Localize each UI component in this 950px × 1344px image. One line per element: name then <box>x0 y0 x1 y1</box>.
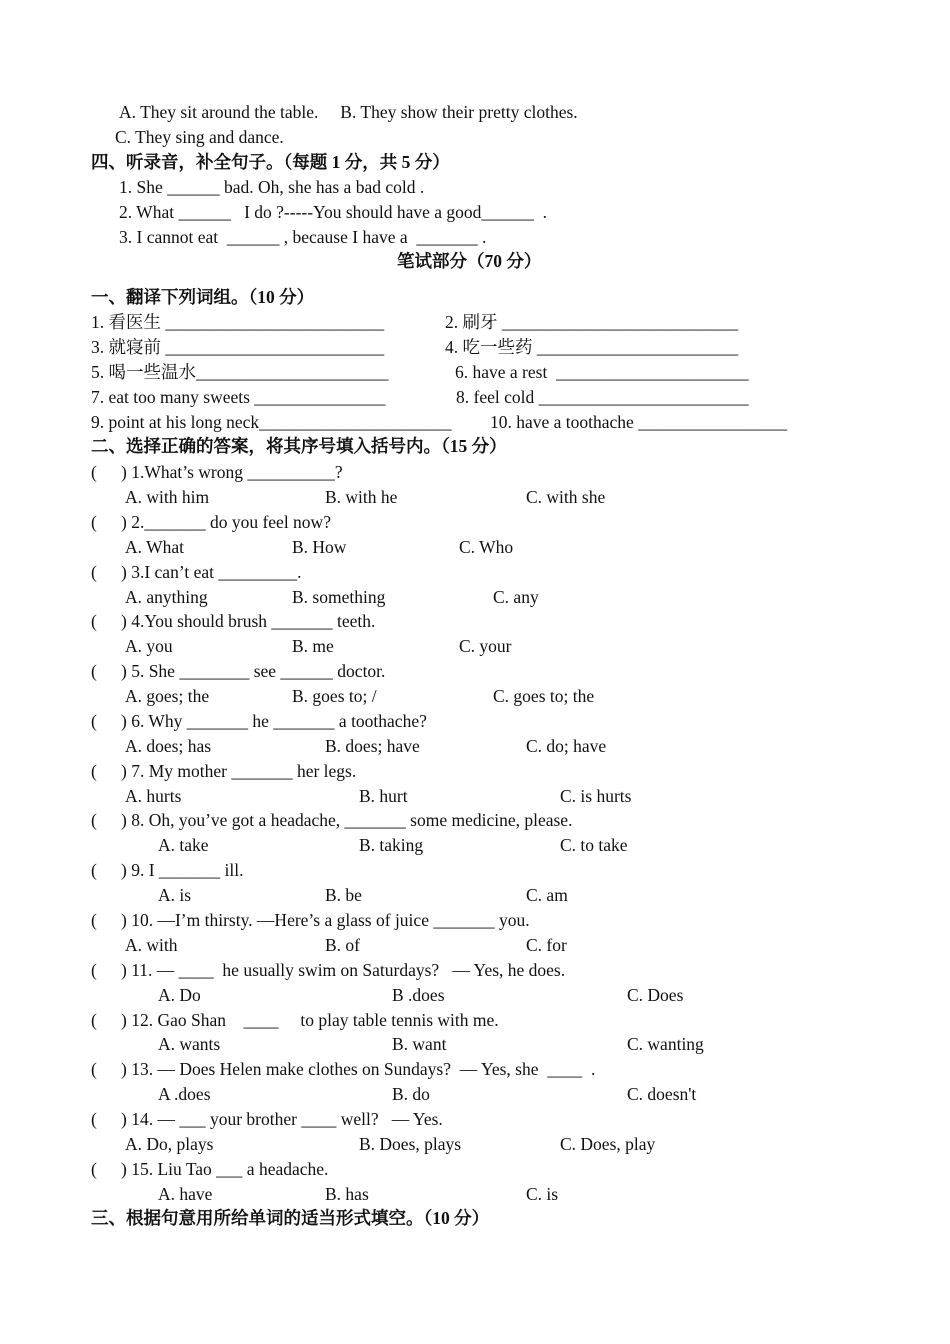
section4-item: 3. I cannot eat ______ , because I have a _______ . <box>119 227 487 247</box>
option-b: B. be <box>325 885 362 905</box>
option-b: B. goes to; / <box>292 686 377 706</box>
option-c: C. is hurts <box>560 786 632 806</box>
option-b: B. do <box>392 1084 430 1104</box>
section4-heading: 四、听录音，补全句子。（每题 1 分，共 5 分） <box>91 152 450 172</box>
option-c: C. goes to; the <box>493 686 595 706</box>
section2-heading: 二、选择正确的答案，将其序号填入括号内。（15 分） <box>91 436 507 456</box>
question-stem: ) 10. —I’m thirsty. —Here’s a glass of juice _______ you. <box>121 910 530 930</box>
question-stem: ) 8. Oh, you’ve got a headache, _______ some medicine, please. <box>121 810 573 830</box>
option-c: C. doesn't <box>627 1084 697 1104</box>
question-stem: ) 9. I _______ ill. <box>121 860 244 880</box>
option-c: C. do; have <box>526 736 607 756</box>
answer-bracket: ( <box>91 661 97 681</box>
option-a: A. anything <box>125 587 208 607</box>
question-stem: ) 15. Liu Tao ___ a headache. <box>121 1159 329 1179</box>
section1-heading: 一、翻译下列词组。（10 分） <box>91 287 315 307</box>
listening-options-line-2: C. They sing and dance. <box>115 127 284 147</box>
option-a: A. with him <box>125 487 210 507</box>
answer-bracket: ( <box>91 761 97 781</box>
question-stem: ) 11. — ____ he usually swim on Saturdays? — Yes, he does. <box>121 960 566 980</box>
option-c: C. any <box>493 587 539 607</box>
option-a: A. does; has <box>125 736 212 756</box>
option-a: A. Do <box>158 985 201 1005</box>
section4-item: 1. She ______ bad. Oh, she has a bad cold . <box>119 177 425 197</box>
option-a: A. wants <box>158 1034 221 1054</box>
translate-item: 3. 就寝前 _________________________ <box>91 337 385 357</box>
option-b: B. has <box>325 1184 369 1204</box>
option-c: C. for <box>526 935 567 955</box>
section3-heading: 三、根据句意用所给单词的适当形式填空。（10 分） <box>91 1208 490 1228</box>
translate-item: 5. 喝一些温水______________________ <box>91 362 389 382</box>
option-a: A. What <box>125 537 184 557</box>
option-b: B. with he <box>325 487 398 507</box>
answer-bracket: ( <box>91 512 97 532</box>
question-stem: ) 2._______ do you feel now? <box>121 512 331 532</box>
translate-item: 1. 看医生 _________________________ <box>91 312 385 332</box>
option-c: C. to take <box>560 835 628 855</box>
answer-bracket: ( <box>91 611 97 631</box>
option-b: B. hurt <box>359 786 408 806</box>
option-c: C. your <box>459 636 512 656</box>
answer-bracket: ( <box>91 1010 97 1030</box>
option-a: A. you <box>125 636 173 656</box>
written-part-title: 笔试部分（70 分） <box>397 251 542 271</box>
answer-bracket: ( <box>91 860 97 880</box>
option-c: C. Does <box>627 985 684 1005</box>
option-c: C. Does, play <box>560 1134 656 1154</box>
answer-bracket: ( <box>91 1109 97 1129</box>
option-b: B. something <box>292 587 386 607</box>
translate-item: 4. 吃一些药 _______________________ <box>445 337 739 357</box>
answer-bracket: ( <box>91 462 97 482</box>
answer-bracket: ( <box>91 910 97 930</box>
option-a: A .does <box>158 1084 211 1104</box>
listening-options-line-1: A. They sit around the table. B. They show their pretty clothes. <box>119 102 578 122</box>
translate-item: 2. 刷牙 ___________________________ <box>445 312 739 332</box>
answer-bracket: ( <box>91 1059 97 1079</box>
option-c: C. am <box>526 885 568 905</box>
option-c: C. is <box>526 1184 559 1204</box>
option-b: B .does <box>392 985 445 1005</box>
translate-item: 6. have a rest ______________________ <box>455 362 749 382</box>
option-b: B. How <box>292 537 347 557</box>
option-a: A. have <box>158 1184 213 1204</box>
option-a: A. take <box>158 835 209 855</box>
option-a: A. goes; the <box>125 686 210 706</box>
option-b: B. taking <box>359 835 424 855</box>
option-c: C. with she <box>526 487 606 507</box>
option-a: A. is <box>158 885 192 905</box>
section4-item: 2. What ______ I do ?-----You should have a good______ . <box>119 202 548 222</box>
answer-bracket: ( <box>91 1159 97 1179</box>
answer-bracket: ( <box>91 562 97 582</box>
question-stem: ) 6. Why _______ he _______ a toothache? <box>121 711 427 731</box>
option-b: B. want <box>392 1034 447 1054</box>
option-c: C. Who <box>459 537 514 557</box>
translate-item: 10. have a toothache _________________ <box>490 412 787 432</box>
option-a: A. with <box>125 935 178 955</box>
question-stem: ) 7. My mother _______ her legs. <box>121 761 357 781</box>
question-stem: ) 12. Gao Shan ____ to play table tennis with me. <box>121 1010 499 1030</box>
question-stem: ) 4.You should brush _______ teeth. <box>121 611 376 631</box>
question-stem: ) 3.I can’t eat _________. <box>121 562 302 582</box>
question-stem: ) 5. She ________ see ______ doctor. <box>121 661 386 681</box>
question-stem: ) 14. — ___ your brother ____ well? — Yes. <box>121 1109 443 1129</box>
answer-bracket: ( <box>91 960 97 980</box>
translate-item: 7. eat too many sweets _______________ <box>91 387 386 407</box>
answer-bracket: ( <box>91 810 97 830</box>
option-b: B. of <box>325 935 360 955</box>
option-a: A. Do, plays <box>125 1134 214 1154</box>
option-a: A. hurts <box>125 786 182 806</box>
translate-item: 9. point at his long neck______________________ <box>91 412 452 432</box>
translate-item: 8. feel cold ________________________ <box>456 387 749 407</box>
option-b: B. Does, plays <box>359 1134 462 1154</box>
question-stem: ) 13. — Does Helen make clothes on Sundays? — Yes, she ____ . <box>121 1059 596 1079</box>
option-c: C. wanting <box>627 1034 704 1054</box>
question-stem: ) 1.What’s wrong __________? <box>121 462 343 482</box>
answer-bracket: ( <box>91 711 97 731</box>
option-b: B. does; have <box>325 736 420 756</box>
option-b: B. me <box>292 636 334 656</box>
